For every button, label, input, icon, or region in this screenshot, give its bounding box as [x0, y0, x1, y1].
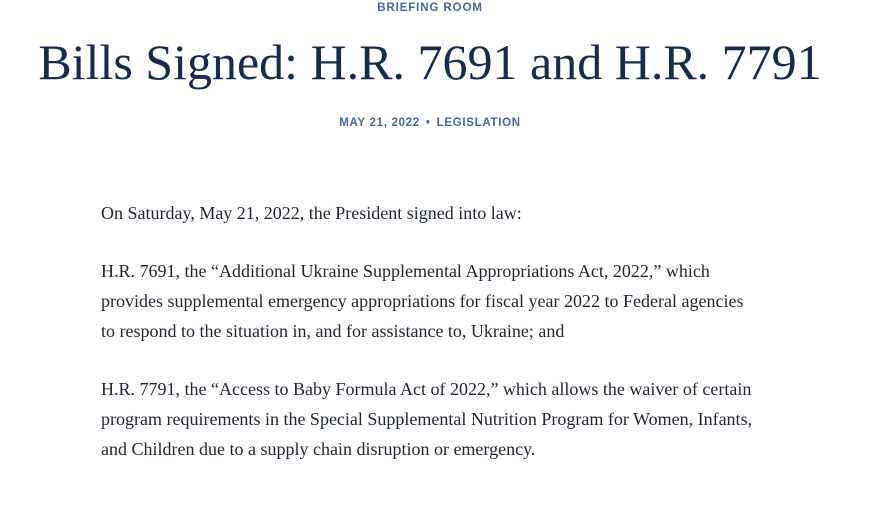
bill-paragraph-hr7691: H.R. 7691, the “Additional Ukraine Supplemental Appropriations Act, 2022,” which provides supplemental emergency appropriations for fiscal year 2022 to Federal agencies to respond to the situation in, and for assistance to, Ukraine; and [101, 261, 744, 341]
briefing-room-link[interactable]: BRIEFING ROOM [377, 2, 483, 14]
intro-paragraph: On Saturday, May 21, 2022, the President signed into law: [101, 203, 522, 223]
post-date: MAY 21, 2022 [339, 117, 420, 129]
page-title: Bills Signed: H.R. 7691 and H.R. 7791 [38, 34, 822, 90]
category-link[interactable]: LEGISLATION [436, 117, 521, 129]
post-meta [0, 117, 860, 129]
bill-paragraph-hr7791: H.R. 7791, the “Access to Baby Formula Act of 2022,” which allows the waiver of certain program requirements in the Special Supplemental Nutrition Program for Women, Infants, and Children due to a supply chain disruption or emergency. [101, 379, 753, 459]
meta-separator: • [425, 117, 431, 129]
article-body [101, 198, 761, 492]
